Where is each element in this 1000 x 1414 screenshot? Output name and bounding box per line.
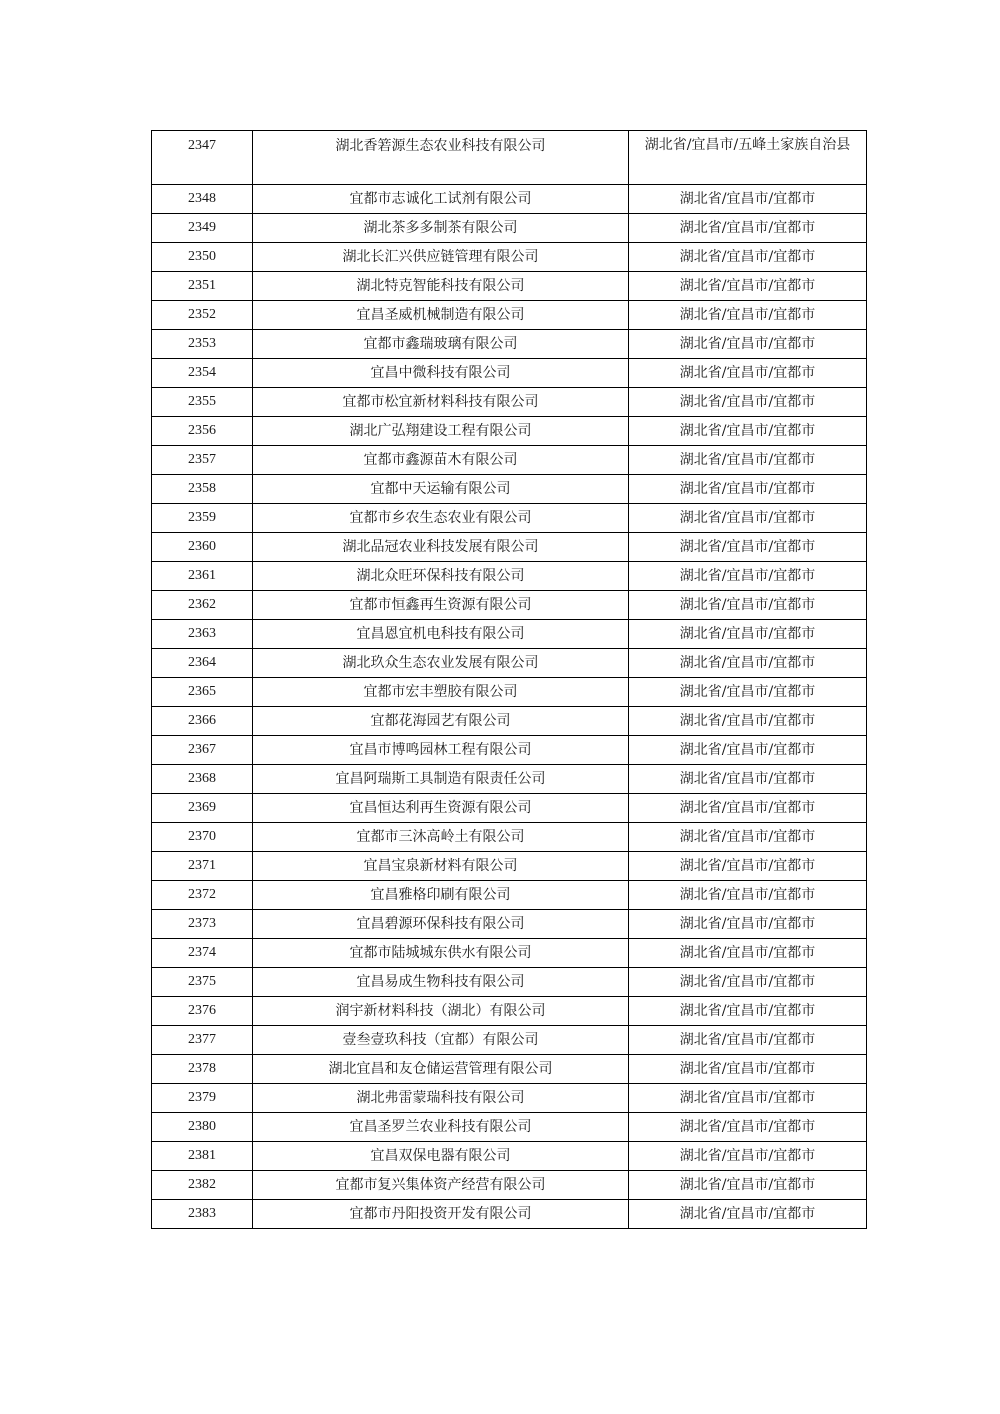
- table-row: [152, 562, 867, 591]
- company-name: 宜都市松宜新材料科技有限公司: [253, 388, 629, 417]
- table-row: [152, 997, 867, 1026]
- company-region: 湖北省/宜昌市/宜都市: [629, 591, 867, 620]
- row-number: 2378: [152, 1055, 253, 1084]
- company-region: 湖北省/宜昌市/宜都市: [629, 794, 867, 823]
- company-name: 宜昌易成生物科技有限公司: [253, 968, 629, 997]
- company-region: 湖北省/宜昌市/宜都市: [629, 272, 867, 301]
- company-name: 润宇新材料科技（湖北）有限公司: [253, 997, 629, 1026]
- table-row: [152, 359, 867, 388]
- table-row: [152, 388, 867, 417]
- company-region: 湖北省/宜昌市/宜都市: [629, 533, 867, 562]
- table-row: [152, 475, 867, 504]
- row-number: 2359: [152, 504, 253, 533]
- company-region: 湖北省/宜昌市/五峰土家族自治县: [629, 131, 867, 185]
- company-region: 湖北省/宜昌市/宜都市: [629, 1200, 867, 1229]
- company-name: 湖北特克智能科技有限公司: [253, 272, 629, 301]
- table-row: [152, 1055, 867, 1084]
- company-name: 宜都市三沐高岭土有限公司: [253, 823, 629, 852]
- company-region: 湖北省/宜昌市/宜都市: [629, 852, 867, 881]
- row-number: 2365: [152, 678, 253, 707]
- company-region: 湖北省/宜昌市/宜都市: [629, 330, 867, 359]
- company-region: 湖北省/宜昌市/宜都市: [629, 1142, 867, 1171]
- row-number: 2380: [152, 1113, 253, 1142]
- row-number: 2353: [152, 330, 253, 359]
- company-region: 湖北省/宜昌市/宜都市: [629, 1026, 867, 1055]
- company-name: 宜昌阿瑞斯工具制造有限责任公司: [253, 765, 629, 794]
- company-name: 宜都市丹阳投资开发有限公司: [253, 1200, 629, 1229]
- company-name: 宜昌雅格印刷有限公司: [253, 881, 629, 910]
- table-row: [152, 417, 867, 446]
- row-number: 2379: [152, 1084, 253, 1113]
- company-region: 湖北省/宜昌市/宜都市: [629, 359, 867, 388]
- company-name: 宜昌圣罗兰农业科技有限公司: [253, 1113, 629, 1142]
- company-name: 宜都市陆城城东供水有限公司: [253, 939, 629, 968]
- row-number: 2375: [152, 968, 253, 997]
- table-row: [152, 736, 867, 765]
- company-region: 湖北省/宜昌市/宜都市: [629, 301, 867, 330]
- row-number: 2362: [152, 591, 253, 620]
- company-name: 壹叁壹玖科技（宜都）有限公司: [253, 1026, 629, 1055]
- company-name: 湖北长汇兴供应链管理有限公司: [253, 243, 629, 272]
- row-number: 2351: [152, 272, 253, 301]
- table-row: [152, 504, 867, 533]
- row-number: 2347: [152, 131, 253, 185]
- company-region: 湖北省/宜昌市/宜都市: [629, 504, 867, 533]
- company-region: 湖北省/宜昌市/宜都市: [629, 243, 867, 272]
- company-name: 宜昌中微科技有限公司: [253, 359, 629, 388]
- table-row: [152, 939, 867, 968]
- company-name: 湖北香箬源生态农业科技有限公司: [253, 131, 629, 185]
- row-number: 2349: [152, 214, 253, 243]
- table-row: [152, 707, 867, 736]
- company-region: 湖北省/宜昌市/宜都市: [629, 185, 867, 214]
- row-number: 2358: [152, 475, 253, 504]
- table-row: [152, 678, 867, 707]
- row-number: 2377: [152, 1026, 253, 1055]
- row-number: 2357: [152, 446, 253, 475]
- table-row: [152, 1200, 867, 1229]
- company-name: 湖北广弘翔建设工程有限公司: [253, 417, 629, 446]
- company-name: 宜昌宝泉新材料有限公司: [253, 852, 629, 881]
- row-number: 2376: [152, 997, 253, 1026]
- table-row: [152, 243, 867, 272]
- company-name: 宜昌恩宜机电科技有限公司: [253, 620, 629, 649]
- row-number: 2374: [152, 939, 253, 968]
- table-row: [152, 446, 867, 475]
- company-name: 宜都市志诚化工试剂有限公司: [253, 185, 629, 214]
- table-row: [152, 1113, 867, 1142]
- company-region: 湖北省/宜昌市/宜都市: [629, 446, 867, 475]
- company-name: 宜都市宏丰塑胶有限公司: [253, 678, 629, 707]
- row-number: 2373: [152, 910, 253, 939]
- table-row: [152, 533, 867, 562]
- table-row: [152, 794, 867, 823]
- company-name: 宜都中天运输有限公司: [253, 475, 629, 504]
- company-region: 湖北省/宜昌市/宜都市: [629, 997, 867, 1026]
- row-number: 2348: [152, 185, 253, 214]
- company-name: 宜都市鑫源苗木有限公司: [253, 446, 629, 475]
- company-region: 湖北省/宜昌市/宜都市: [629, 678, 867, 707]
- row-number: 2383: [152, 1200, 253, 1229]
- company-region: 湖北省/宜昌市/宜都市: [629, 1171, 867, 1200]
- table-row: [152, 330, 867, 359]
- company-region: 湖北省/宜昌市/宜都市: [629, 214, 867, 243]
- company-name: 宜都市复兴集体资产经营有限公司: [253, 1171, 629, 1200]
- company-region: 湖北省/宜昌市/宜都市: [629, 475, 867, 504]
- company-name: 湖北宜昌和友仓储运营管理有限公司: [253, 1055, 629, 1084]
- company-region: 湖北省/宜昌市/宜都市: [629, 765, 867, 794]
- company-name: 湖北玖众生态农业发展有限公司: [253, 649, 629, 678]
- row-number: 2382: [152, 1171, 253, 1200]
- company-region: 湖北省/宜昌市/宜都市: [629, 707, 867, 736]
- row-number: 2381: [152, 1142, 253, 1171]
- table-row: [152, 301, 867, 330]
- row-number: 2366: [152, 707, 253, 736]
- row-number: 2371: [152, 852, 253, 881]
- table-row: [152, 1171, 867, 1200]
- company-region: 湖北省/宜昌市/宜都市: [629, 939, 867, 968]
- company-name: 湖北茶多多制茶有限公司: [253, 214, 629, 243]
- company-name: 宜都市鑫瑞玻璃有限公司: [253, 330, 629, 359]
- row-number: 2352: [152, 301, 253, 330]
- table-row: [152, 649, 867, 678]
- row-number: 2369: [152, 794, 253, 823]
- table-row: [152, 214, 867, 243]
- company-region: 湖北省/宜昌市/宜都市: [629, 649, 867, 678]
- table-row: [152, 852, 867, 881]
- company-region: 湖北省/宜昌市/宜都市: [629, 736, 867, 765]
- company-name: 宜都市乡农生态农业有限公司: [253, 504, 629, 533]
- row-number: 2361: [152, 562, 253, 591]
- table-row: [152, 185, 867, 214]
- row-number: 2370: [152, 823, 253, 852]
- row-number: 2363: [152, 620, 253, 649]
- row-number: 2360: [152, 533, 253, 562]
- row-number: 2355: [152, 388, 253, 417]
- company-region: 湖北省/宜昌市/宜都市: [629, 823, 867, 852]
- company-name: 宜都市恒鑫再生资源有限公司: [253, 591, 629, 620]
- table-row: [152, 131, 867, 185]
- row-number: 2350: [152, 243, 253, 272]
- row-number: 2364: [152, 649, 253, 678]
- table-row: [152, 765, 867, 794]
- company-name: 宜都花海园艺有限公司: [253, 707, 629, 736]
- company-name: 宜昌市博鸣园林工程有限公司: [253, 736, 629, 765]
- company-name: 宜昌双保电器有限公司: [253, 1142, 629, 1171]
- row-number: 2368: [152, 765, 253, 794]
- table-row: [152, 620, 867, 649]
- company-name: 湖北众旺环保科技有限公司: [253, 562, 629, 591]
- company-name: 湖北品冠农业科技发展有限公司: [253, 533, 629, 562]
- table-row: [152, 591, 867, 620]
- company-table-body: [152, 131, 867, 1229]
- company-region: 湖北省/宜昌市/宜都市: [629, 910, 867, 939]
- row-number: 2372: [152, 881, 253, 910]
- company-region: 湖北省/宜昌市/宜都市: [629, 562, 867, 591]
- table-row: [152, 1026, 867, 1055]
- row-number: 2354: [152, 359, 253, 388]
- company-table: [151, 130, 867, 1229]
- company-region: 湖北省/宜昌市/宜都市: [629, 388, 867, 417]
- table-row: [152, 1142, 867, 1171]
- company-region: 湖北省/宜昌市/宜都市: [629, 1055, 867, 1084]
- table-row: [152, 272, 867, 301]
- table-row: [152, 881, 867, 910]
- table-row: [152, 910, 867, 939]
- table-row: [152, 968, 867, 997]
- company-name: 宜昌圣威机械制造有限公司: [253, 301, 629, 330]
- company-region: 湖北省/宜昌市/宜都市: [629, 1113, 867, 1142]
- company-name: 宜昌恒达利再生资源有限公司: [253, 794, 629, 823]
- company-region: 湖北省/宜昌市/宜都市: [629, 620, 867, 649]
- company-name: 湖北弗雷蒙瑞科技有限公司: [253, 1084, 629, 1113]
- company-region: 湖北省/宜昌市/宜都市: [629, 417, 867, 446]
- company-region: 湖北省/宜昌市/宜都市: [629, 968, 867, 997]
- row-number: 2367: [152, 736, 253, 765]
- table-row: [152, 823, 867, 852]
- table-row: [152, 1084, 867, 1113]
- company-region: 湖北省/宜昌市/宜都市: [629, 1084, 867, 1113]
- company-name: 宜昌碧源环保科技有限公司: [253, 910, 629, 939]
- row-number: 2356: [152, 417, 253, 446]
- company-region: 湖北省/宜昌市/宜都市: [629, 881, 867, 910]
